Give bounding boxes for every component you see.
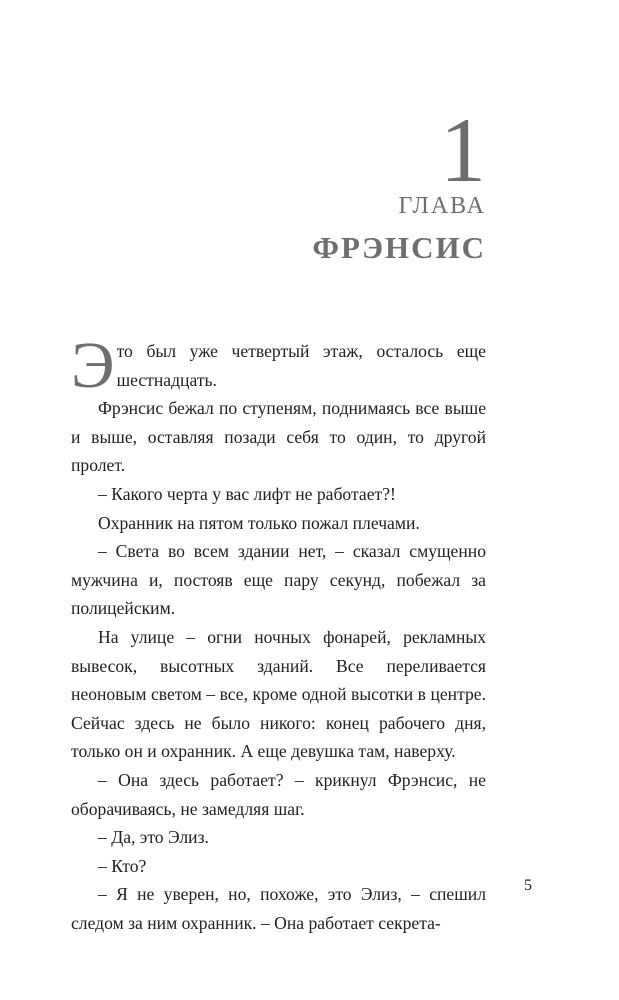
chapter-title: ФРЭНСИС (312, 230, 486, 265)
drop-cap: Э (71, 329, 115, 402)
page-number: 5 (524, 877, 532, 894)
paragraph: Фрэнсис бежал по ступеням, поднимаясь все выше и выше, оставляя позади себя то один, то другой пролет. (71, 398, 486, 476)
paragraph: – Света во всем здании нет, – сказал смущенно мужчина и, постояв еще пару секунд, побежал за полицейским. (71, 541, 486, 619)
paragraph: На улице – огни ночных фонарей, рекламных вывесок, высотных зданий. Все переливается неоновым светом – все, кроме одной высотки в центре. Сейчас здесь не было никого: конец рабочего дня, только он и охранник. А еще девушка там, наверху. (71, 626, 486, 762)
paragraph-text: то был уже четвертый этаж, осталось еще шестнадцать. (116, 341, 486, 390)
paragraph: – Кто? (98, 855, 147, 876)
body-text (71, 329, 486, 937)
paragraph: – Она здесь работает? – крикнул Фрэнсис, не оборачиваясь, не замедляя шаг. (71, 769, 486, 819)
paragraph: Охранник на пятом только пожал плечами. (98, 512, 420, 533)
paragraph: – Какого черта у вас лифт не работает?! (98, 483, 396, 504)
paragraph: – Я не уверен, но, похоже, это Элиз, – спешил следом за ним охранник. – Она работает секрета- (71, 884, 486, 933)
chapter-number: 1 (440, 99, 486, 201)
paragraph (71, 329, 486, 402)
chapter-label: ГЛАВА (398, 193, 486, 219)
paragraph: – Да, это Элиз. (98, 827, 209, 848)
